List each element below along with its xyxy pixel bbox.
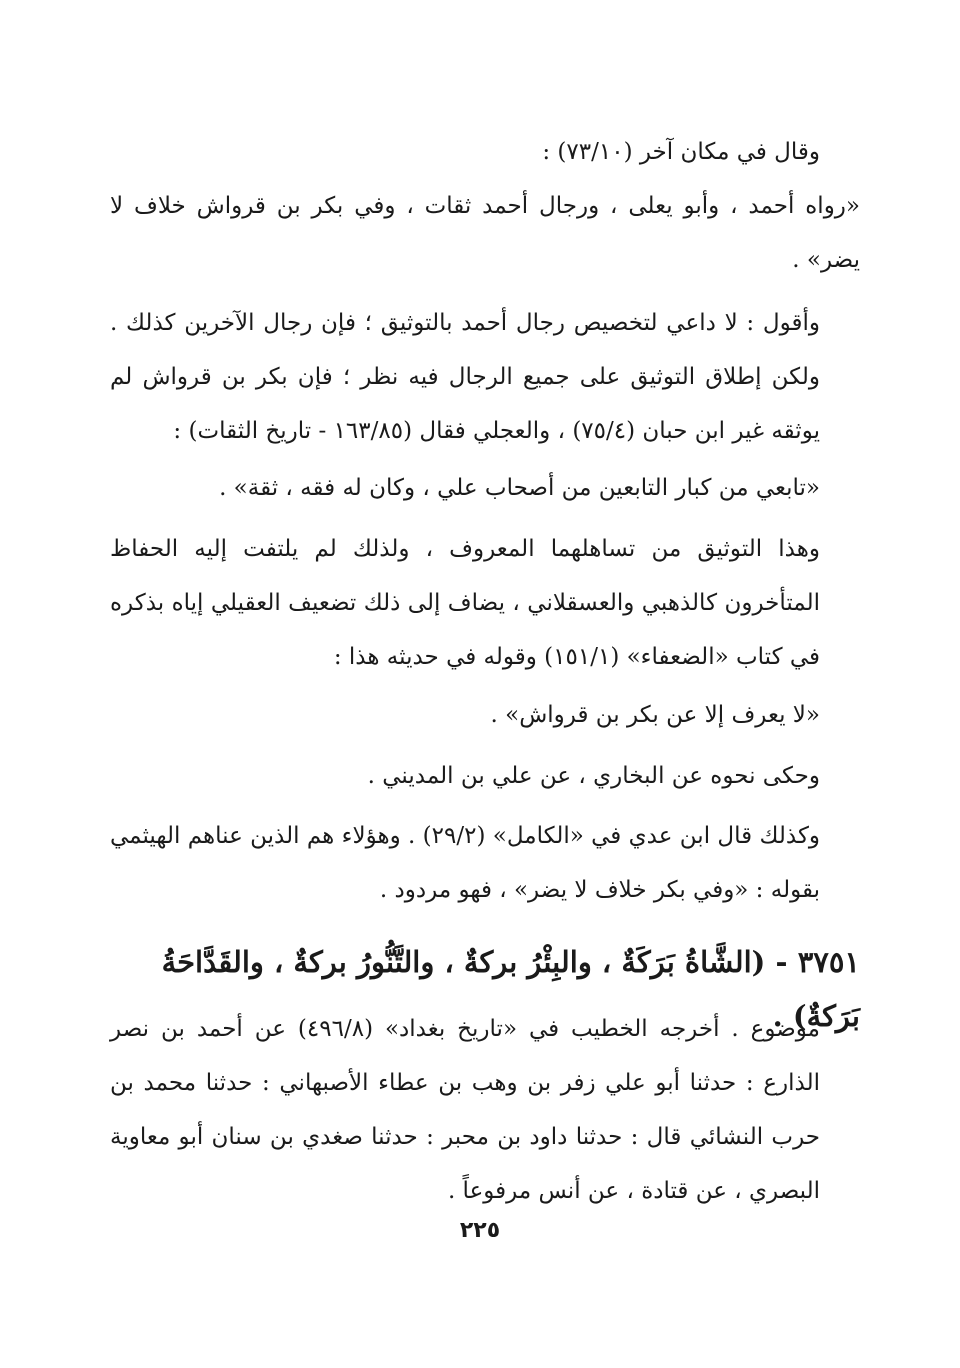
paragraph-bukhari: وحكى نحوه عن البخاري ، عن علي بن المديني . (367, 763, 820, 789)
paragraph-tawthiq: وهذا التوثيق من تساهلهما المعروف ، ولذلك لم يلتفت إليه الحفاظ المتأخرون كالذهبي والعسقلاني ، يضاف إلى ذلك تضعيف العقيلي إياه بذكره في كتاب «الضعفاء» (١٥١/١) وقوله في حديثه هذا : (110, 536, 820, 670)
paragraph-quote-uqayli: «لا يعرف إلا عن بكر بن قرواش» . (490, 702, 820, 728)
hadith-text: (الشَّاةُ بَرَكَةٌ ، والبِئْرُ بركةٌ ، والتَّنُّورُ بركةٌ ، والقَدَّاحَةُ بَرَكةٌ) . (161, 945, 860, 1033)
paragraph-ibn-adi: وكذلك قال ابن عدي في «الكامل» (٢٩/٢) . وهؤلاء هم الذين عناهم الهيثمي بقوله : «وفي بكر خلاف لا يضر» ، فهو مردود . (110, 823, 820, 903)
hadith-separator: - (775, 945, 788, 979)
paragraph-takhrij: موضوع . أخرجه الخطيب في «تاريخ بغداد» (٤٩٦/٨) عن أحمد بن نصر الذارع : حدثنا أبو علي زفر بن وهب بن عطاء الأصبهاني : حدثنا محمد بن حرب النشائي قال : حدثنا داود بن محبر : حدثنا صغدي بن سنان أبو معاوية البصري ، عن قتادة ، عن أنس مرفوعاً . (110, 1016, 821, 1204)
hadith-number: ٣٧٥١ (797, 945, 860, 979)
page-number: ٢٢٥ (459, 1218, 501, 1243)
paragraph-author-comment: وأقول : لا داعي لتخصيص رجال أحمد بالتوثيق ؛ فإن رجال الآخرين كذلك . ولكن إطلاق التوثيق على جميع الرجال فيه نظر ؛ فإن بكر بن قرواش لم يوثقه غير ابن حبان (٧٥/٤) ، والعجلي فقال (١٦٣/٨٥ - تاريخ الثقات) : (110, 310, 820, 444)
paragraph-quote-ijli: «تابعي من كبار التابعين من أصحاب علي ، وكان له فقه ، ثقة» . (219, 475, 820, 501)
paragraph-quote-haythami: «رواه أحمد ، وأبو يعلى ، ورجال أحمد ثقات ، وفي بكر بن قرواش خلاف لا يضر» . (110, 193, 860, 273)
paragraph-intro: وقال في مكان آخر (٧٣/١٠) : (542, 139, 820, 165)
